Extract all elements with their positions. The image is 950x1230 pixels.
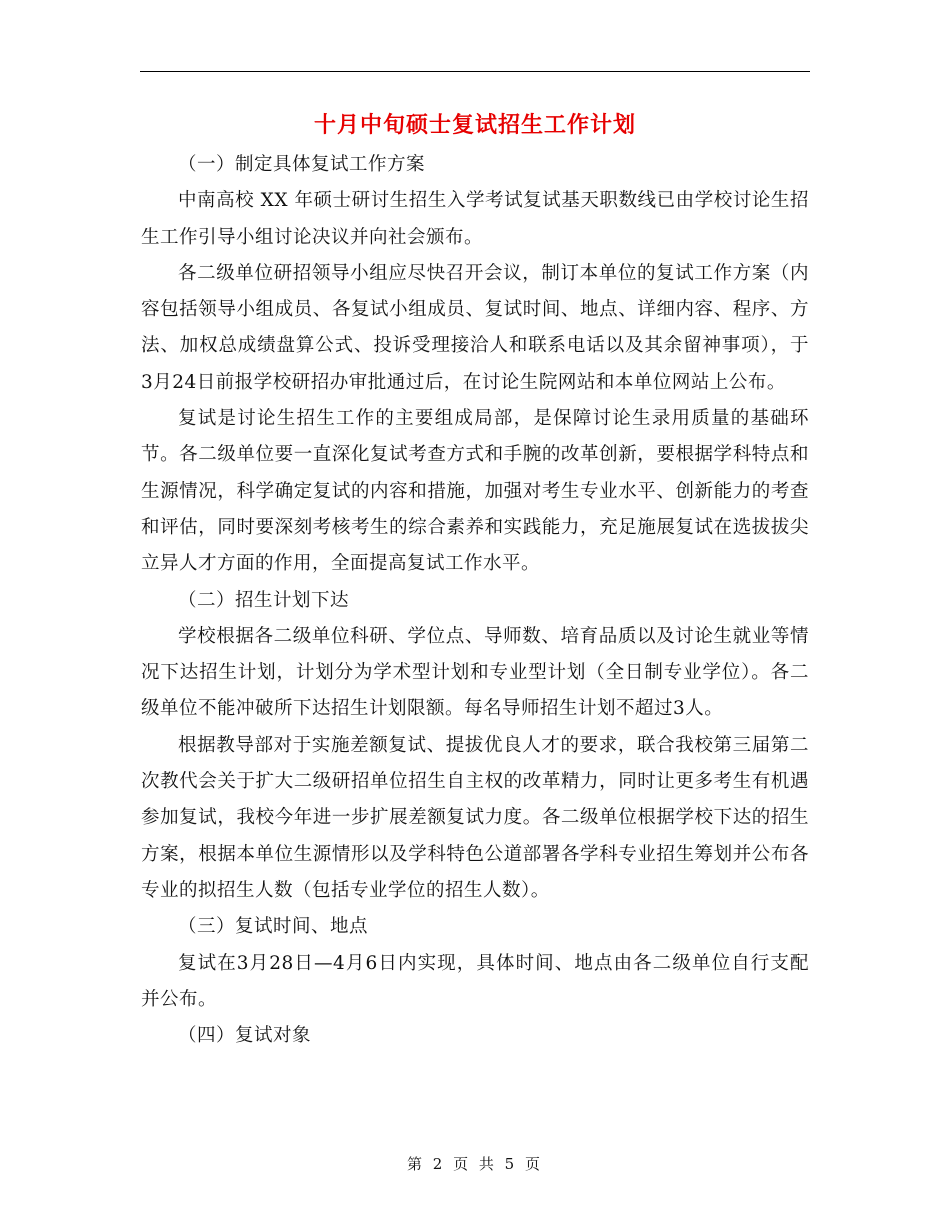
section-heading-3: （三）复试时间、地点 xyxy=(178,916,369,938)
paragraph: 各二级单位研招领导小组应尽快召开会议，制订本单位的复试工作方案（内容包括领导小组成员、各复试小组成员、复试时间、地点、详细内容、程序、方法、加权总成绩盘算公式、投诉受理接洽人和联系电话以及其余留神事项），于3月24日前报学校研招办审批通过后，在讨论生院网站和本单位网站上公布。 xyxy=(141,262,809,393)
paragraph: 根据教导部对于实施差额复试、提拔优良人才的要求，联合我校第三届第二次教代会关于扩大二级研招单位招生自主权的改革精力，同时让更多考生有机遇参加复试，我校今年进一步扩展差额复试力度。各二级单位根据学校下达的招生方案，根据本单位生源情形以及学科特色公道部署各学科专业招生筹划并公布各专业的拟招生人数（包括专业学位的招生人数）。 xyxy=(141,734,809,901)
section-heading-1: （一）制定具体复试工作方案 xyxy=(178,154,426,175)
paragraph: 复试是讨论生招生工作的主要组成局部，是保障讨论生录用质量的基础环节。各二级单位要一直深化复试考查方式和手腕的改革创新，要根据学科特点和生源情况，科学确定复试的内容和措施，加强对考生专业水平、创新能力的考查和评估，同时要深刻考核考生的综合素养和实践能力，充足施展复试在选拔拔尖立异人才方面的作用，全面提高复试工作水平。 xyxy=(141,408,809,575)
paragraph: 学校根据各二级单位科研、学位点、导师数、培育品质以及讨论生就业等情况下达招生计划，计划分为学术型计划和专业型计划（全日制专业学位）。各二级单位不能冲破所下达招生计划限额。每名导师招生计划不超过3人。 xyxy=(141,625,809,720)
document-title: 十月中旬硕士复试招生工作计划 xyxy=(313,113,636,138)
document-body xyxy=(141,147,809,1054)
paragraph: 复试在3月28日—4月6日内实现，具体时间、地点由各二级单位自行支配并公布。 xyxy=(141,952,809,1010)
section-heading-2: （二）招生计划下达 xyxy=(178,589,350,611)
section-heading-4: （四）复试对象 xyxy=(178,1025,312,1047)
header-rule xyxy=(140,71,810,72)
page-number: 第 2 页 共 5 页 xyxy=(407,1155,543,1173)
paragraph: 中南高校 XX 年硕士研讨生招生入学考试复试基天职数线已由学校讨论生招生工作引导小组讨论决议并向社会颁布。 xyxy=(141,190,809,248)
